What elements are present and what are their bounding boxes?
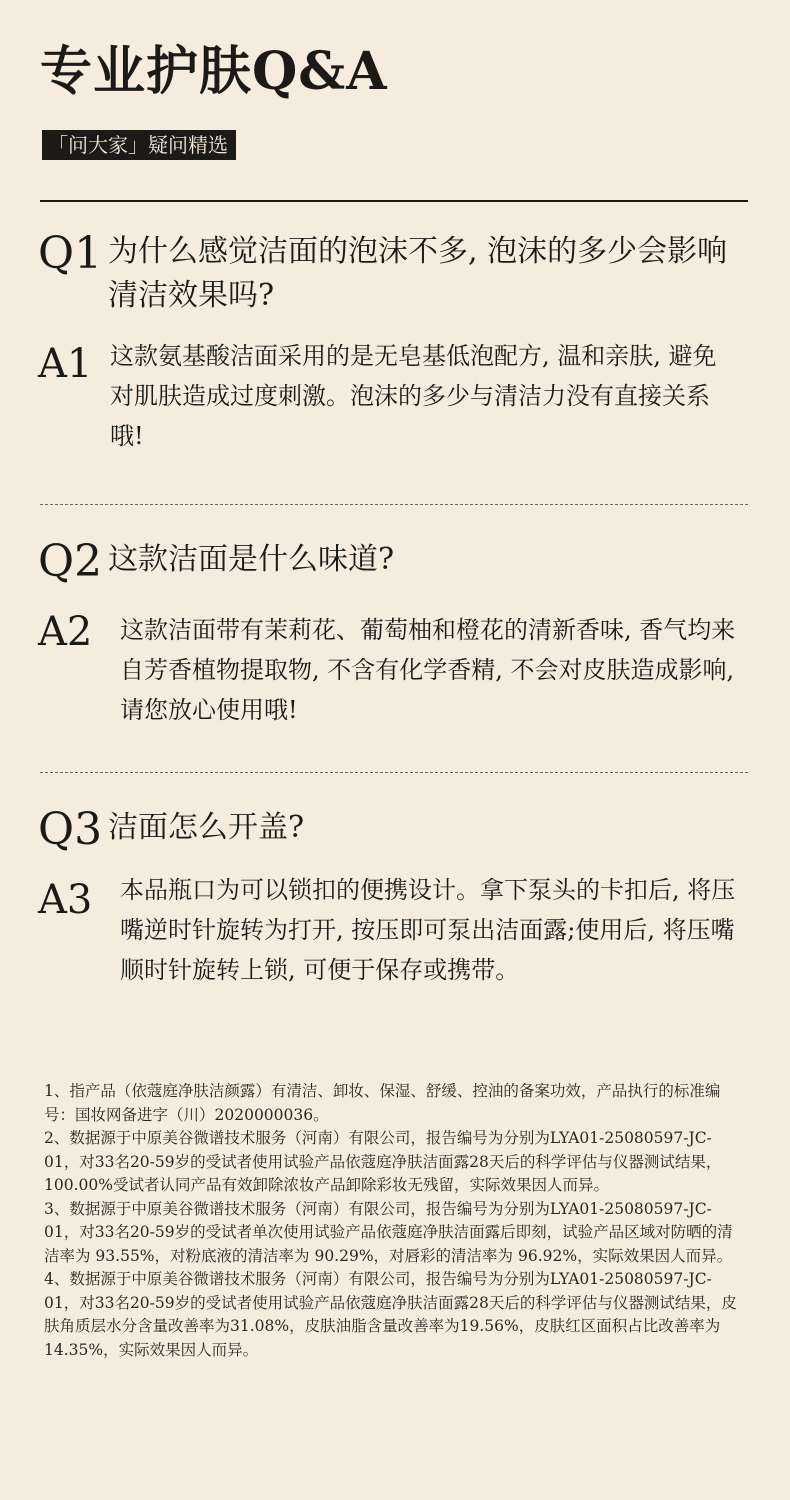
question-mark-1: Q1	[38, 228, 103, 279]
section-tag: 「问大家」疑问精选	[42, 130, 236, 160]
footnotes	[44, 1080, 744, 1362]
qa-divider-1	[40, 504, 748, 505]
question-text-2: 这款洁面是什么味道?	[108, 542, 395, 577]
answer-mark-3: A3	[38, 877, 93, 923]
question-mark-2: Q2	[38, 536, 103, 587]
answer-text-3: 本品瓶口为可以锁扣的便携设计。拿下泵头的卡扣后, 将压嘴逆时针旋转为打开, 按压即可泵出洁面露;使用后, 将压嘴顺时针旋转上锁, 可便于保存或携带。	[120, 876, 736, 984]
footnote-2: 2、数据源于中原美谷微谱技术服务（河南）有限公司，报告编号为分别为LYA01-25080597-JC-01，对33名20-59岁的受试者使用试验产品依蔻庭净肤洁面露28天后的科学评估与仪器测试结果，100.00%受试者认同产品有效卸除浓妆产品卸除彩妆无残留，实际效果因人而异。	[44, 1129, 722, 1194]
answer-text-1: 这款氨基酸洁面采用的是无皂基低泡配方, 温和亲肤, 避免对肌肤造成过度刺激。泡沫的多少与清洁力没有直接关系哦!	[110, 342, 717, 450]
qa-divider-2	[40, 772, 748, 773]
answer-text-2: 这款洁面带有茉莉花、葡萄柚和橙花的清新香味, 香气均来自芳香植物提取物, 不含有化学香精, 不会对皮肤造成影响, 请您放心使用哦!	[120, 616, 736, 724]
footnote-4: 4、数据源于中原美谷微谱技术服务（河南）有限公司，报告编号为分别为LYA01-25080597-JC-01，对33名20-59岁的受试者使用试验产品依蔻庭净肤洁面露28天后的科学评估与仪器测试结果，皮肤角质层水分含量改善率为31.08%，皮肤油脂含量改善率为19.56%，皮肤红区面积占比改善率为14.35%，实际效果因人而异。	[44, 1270, 737, 1359]
answer-mark-2: A2	[38, 609, 93, 655]
footnote-1: 1、指产品（依蔻庭净肤洁颜露）有清洁、卸妆、保湿、舒缓、控油的备案功效，产品执行的标准编号：国妆网备进字（川）2020000036。	[44, 1082, 721, 1124]
question-text-1: 为什么感觉洁面的泡沫不多, 泡沫的多少会影响清洁效果吗?	[108, 234, 728, 313]
footnote-3: 3、数据源于中原美谷微谱技术服务（河南）有限公司，报告编号为分别为LYA01-25080597-JC-01，对33名20-59岁的受试者单次使用试验产品依蔻庭净肤洁面露后即刻，试验产品区域对防晒的清洁率为 93.55%，对粉底液的清洁率为 90.29%，对唇彩的清洁率为 96.92%，实际效果因人而异。	[44, 1199, 733, 1265]
answer-mark-1: A1	[38, 341, 93, 387]
page-title: 专业护肤Q&A	[40, 41, 388, 102]
header-divider	[40, 200, 748, 202]
question-mark-3: Q3	[38, 804, 103, 855]
question-text-3: 洁面怎么开盖?	[108, 810, 305, 845]
